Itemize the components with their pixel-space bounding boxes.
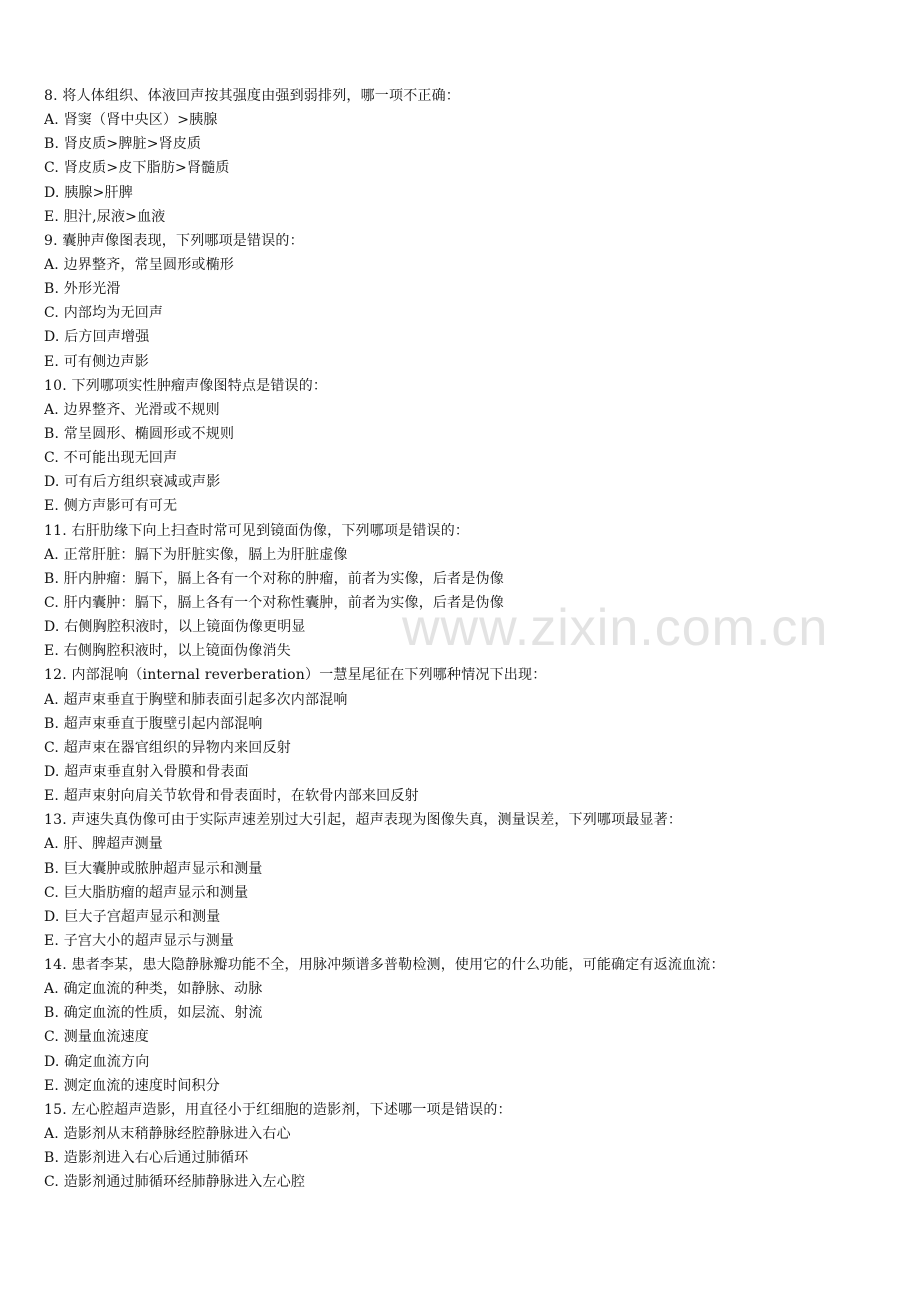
answer-option: D. 右侧胸腔积液时，以上镜面伪像更明显 [44, 619, 306, 636]
answer-option: D. 可有后方组织衰减或声影 [44, 474, 221, 491]
question-block [44, 1098, 894, 1195]
question-block [44, 953, 894, 1098]
answer-option: C. 巨大脂肪瘤的超声显示和测量 [44, 884, 249, 901]
answer-option: C. 不可能出现无回声 [44, 450, 178, 467]
answer-option: B. 常呈圆形、椭圆形或不规则 [44, 425, 235, 442]
answer-option: B. 肾皮质>脾脏>肾皮质 [44, 136, 202, 153]
answer-option: B. 超声束垂直于腹壁引起内部混响 [44, 715, 263, 732]
answer-option: C. 肾皮质>皮下脂肪>肾髓质 [44, 160, 230, 177]
answer-option: A. 正常肝脏：膈下为肝脏实像，膈上为肝脏虚像 [44, 546, 348, 563]
question-stem: 13. 声速失真伪像可由于实际声速差别过大引起，超声表现为图像失真，测量误差，下列哪项最显著： [44, 812, 683, 829]
question-stem: 14. 患者李某，患大隐静脉瓣功能不全，用脉冲频谱多普勒检测，使用它的什么功能，可能确定有返流血流： [44, 957, 725, 974]
question-stem: 15. 左心腔超声造影，用直径小于红细胞的造影剂，下述哪一项是错误的： [44, 1101, 512, 1118]
answer-option: B. 巨大囊肿或脓肿超声显示和测量 [44, 860, 263, 877]
answer-option: C. 测量血流速度 [44, 1029, 149, 1046]
question-block [44, 519, 894, 664]
answer-option: E. 可有侧边声影 [44, 353, 149, 370]
answer-option: A. 造影剂从末稍静脉经腔静脉进入右心 [44, 1126, 291, 1143]
answer-option: C. 内部均为无回声 [44, 305, 164, 322]
question-block [44, 808, 894, 953]
answer-option: A. 确定血流的种类，如静脉、动脉 [44, 981, 263, 998]
question-block [44, 84, 894, 229]
answer-option: E. 胆汁,尿液>血液 [44, 208, 166, 225]
question-stem: 8. 将人体组织、体液回声按其强度由强到弱排列，哪一项不正确： [44, 88, 461, 104]
answer-option: D. 巨大子宫超声显示和测量 [44, 908, 221, 925]
answer-option: B. 肝内肿瘤：膈下，膈上各有一个对称的肿瘤，前者为实像，后者是伪像 [44, 570, 504, 587]
question-block [44, 374, 894, 519]
answer-option: A. 边界整齐、光滑或不规则 [44, 401, 220, 418]
answer-option: E. 子宫大小的超声显示与测量 [44, 932, 235, 949]
question-stem: 12. 内部混响（internal reverberation）一慧星尾征在下列哪种情况下出现： [44, 667, 547, 684]
watermark: www.zixin.com.cn [402, 599, 829, 657]
question-stem: 11. 右肝肋缘下向上扫查时常可见到镜面伪像，下列哪项是错误的： [44, 522, 470, 539]
answer-option: E. 超声束射向肩关节软骨和骨表面时，在软骨内部来回反射 [44, 788, 419, 805]
answer-option: A. 肾窦（肾中央区）>胰腺 [44, 112, 218, 129]
question-stem: 10. 下列哪项实性肿瘤声像图特点是错误的： [44, 377, 328, 394]
answer-option: A. 边界整齐，常呈圆形或椭形 [44, 256, 235, 273]
question-block [44, 229, 894, 374]
answer-option: D. 胰腺>肝脾 [44, 184, 133, 201]
answer-option: D. 后方回声增强 [44, 329, 150, 346]
answer-option: B. 造影剂进入右心后通过肺循环 [44, 1150, 249, 1167]
answer-option: B. 确定血流的性质，如层流、射流 [44, 1005, 263, 1022]
answer-option: E. 侧方声影可有可无 [44, 498, 178, 515]
answer-option: C. 肝内囊肿：膈下，膈上各有一个对称性囊肿，前者为实像，后者是伪像 [44, 594, 504, 611]
answer-option: E. 测定血流的速度时间积分 [44, 1077, 220, 1094]
answer-option: D. 超声束垂直射入骨膜和骨表面 [44, 763, 249, 780]
answer-option: C. 超声束在器官组织的异物内来回反射 [44, 739, 291, 756]
answer-option: B. 外形光滑 [44, 281, 121, 298]
question-stem: 9. 囊肿声像图表现，下列哪项是错误的： [44, 232, 304, 249]
answer-option: E. 右侧胸腔积液时，以上镜面伪像消失 [44, 643, 291, 660]
answer-option: A. 肝、脾超声测量 [44, 836, 164, 853]
question-block [44, 663, 894, 808]
answer-option: D. 确定血流方向 [44, 1053, 150, 1070]
document-page [44, 84, 894, 1194]
answer-option: A. 超声束垂直于胸壁和肺表面引起多次内部混响 [44, 691, 348, 708]
answer-option: C. 造影剂通过肺循环经肺静脉进入左心腔 [44, 1174, 306, 1191]
